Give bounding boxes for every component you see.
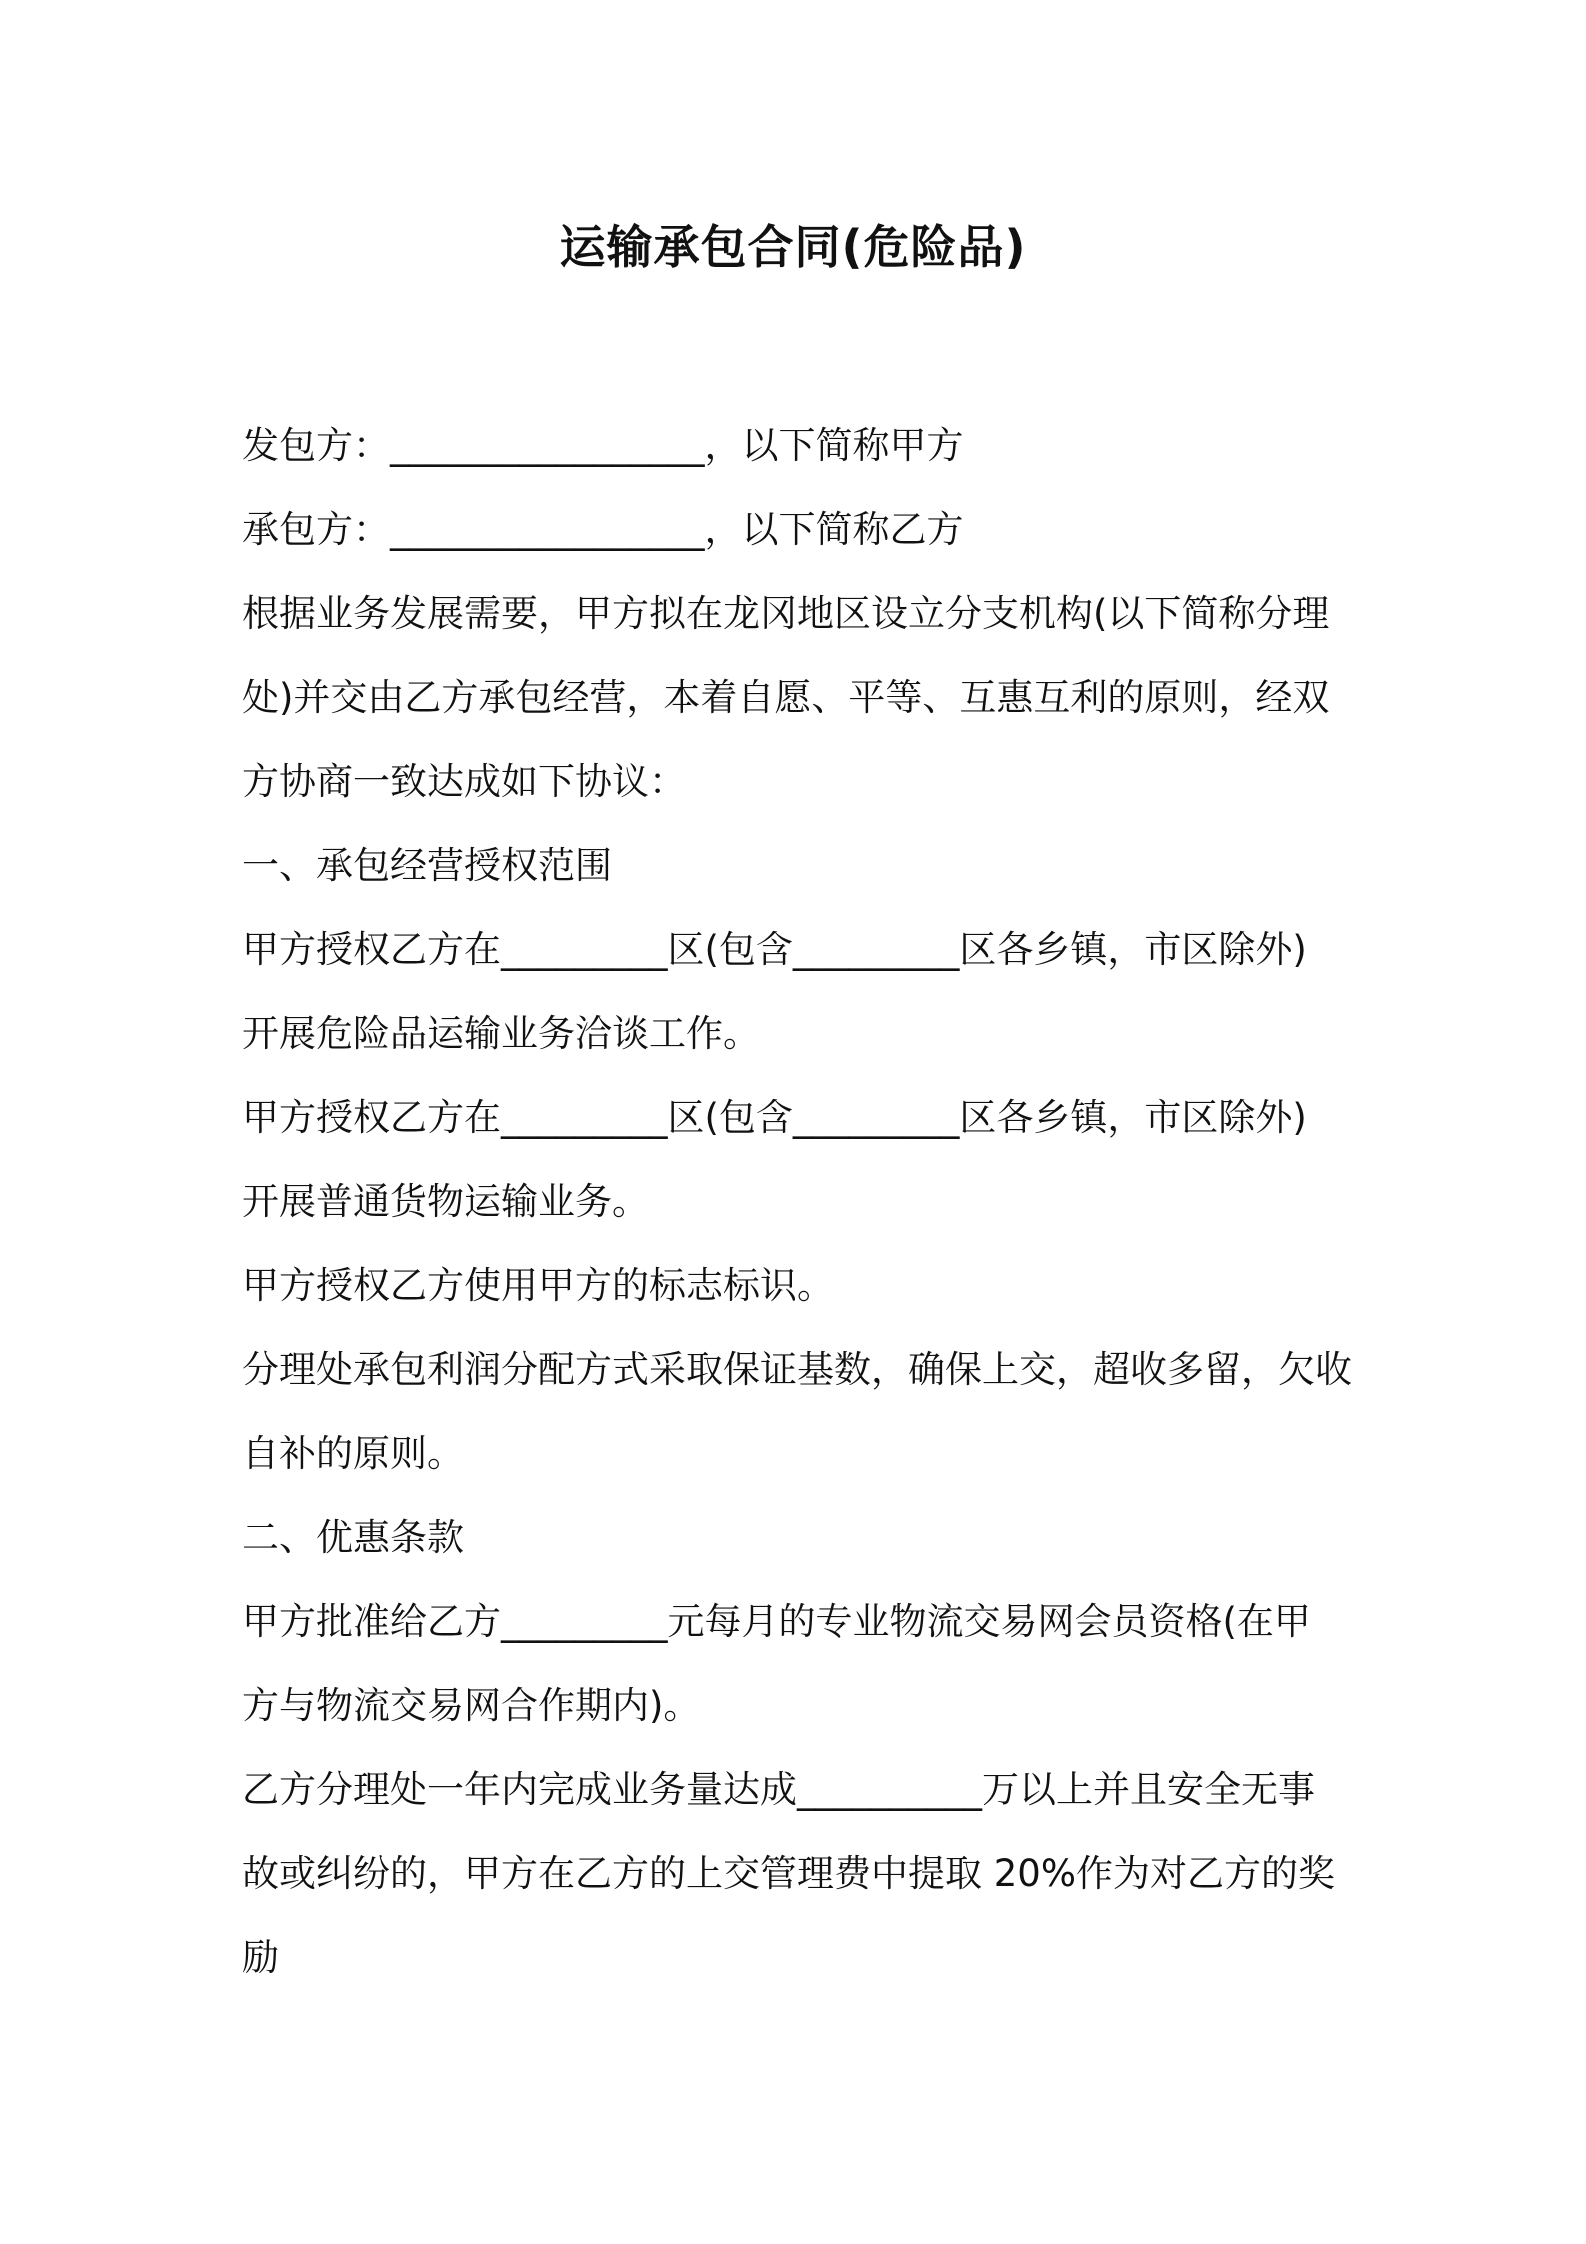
document-title: 运输承包合同(危险品): [559, 220, 1027, 274]
clause-5-line-2: 方与物流交易网合作期内)。: [242, 1684, 701, 1727]
clause-1-line-1: 甲方授权乙方在_________区(包含_________区各乡镇，市区除外): [242, 928, 1307, 971]
section-heading-1: 一、承包经营授权范围: [242, 844, 612, 887]
preamble-line-1: 根据业务发展需要，甲方拟在龙冈地区设立分支机构(以下简称分理: [242, 592, 1330, 635]
clause-2-line-1: 甲方授权乙方在_________区(包含_________区各乡镇，市区除外): [242, 1096, 1307, 1139]
clause-1-line-2: 开展危险品运输业务洽谈工作。: [242, 1012, 760, 1055]
party-a-line: 发包方：_________________，以下简称甲方: [242, 424, 964, 467]
clause-5-line-1: 甲方批准给乙方_________元每月的专业物流交易网会员资格(在甲: [242, 1600, 1311, 1643]
clause-2-line-2: 开展普通货物运输业务。: [242, 1180, 649, 1223]
section-heading-2: 二、优惠条款: [242, 1516, 464, 1559]
clause-3-line-1: 甲方授权乙方使用甲方的标志标识。: [242, 1264, 834, 1307]
party-b-line: 承包方：_________________，以下简称乙方: [242, 508, 964, 551]
preamble-line-3: 方协商一致达成如下协议：: [242, 760, 686, 803]
clause-6-line-2: 故或纠纷的，甲方在乙方的上交管理费中提取 20%作为对乙方的奖: [242, 1852, 1335, 1895]
document-body: [242, 404, 1362, 2000]
clause-6-line-1: 乙方分理处一年内完成业务量达成__________万以上并且安全无事: [242, 1768, 1315, 1811]
clause-4-line-1: 分理处承包利润分配方式采取保证基数，确保上交，超收多留，欠收: [242, 1348, 1352, 1391]
clause-4-line-2: 自补的原则。: [242, 1432, 464, 1475]
preamble-line-2: 处)并交由乙方承包经营，本着自愿、平等、互惠互利的原则，经双: [242, 676, 1330, 719]
clause-6-line-3: 励: [242, 1936, 279, 1979]
